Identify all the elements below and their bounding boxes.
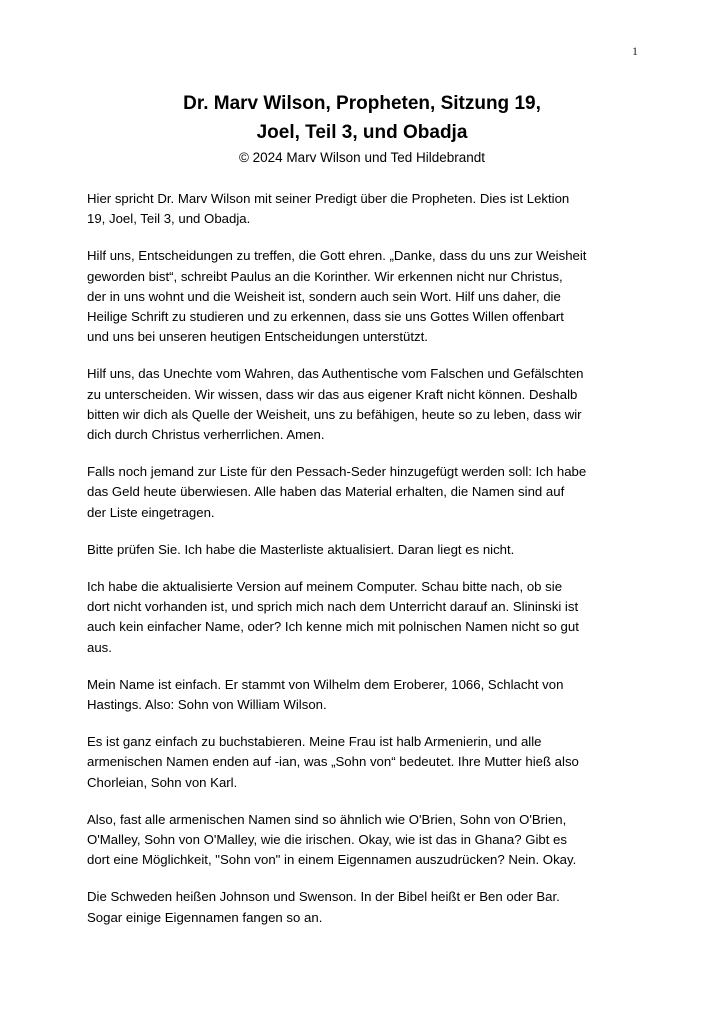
paragraph (87, 246, 647, 347)
title-line-1: Dr. Marv Wilson, Propheten, Sitzung 19, (183, 93, 541, 114)
page-number: 1 (632, 44, 638, 58)
paragraph-line: O'Malley, Sohn von O'Malley, wie die irischen. Okay, wie ist das in Ghana? Gibt es (87, 832, 567, 848)
paragraph-line: 19, Joel, Teil 3, und Obadja. (87, 211, 251, 227)
paragraph (87, 189, 647, 229)
paragraph (87, 540, 647, 560)
paragraph-line: Heilige Schrift zu studieren und zu erkennen, dass sie uns Gottes Willen offenbart (87, 309, 564, 325)
paragraph-line: Ich habe die aktualisierte Version auf meinem Computer. Schau bitte nach, ob sie (87, 579, 563, 595)
paragraph-line: Mein Name ist einfach. Er stammt von Wilhelm dem Eroberer, 1066, Schlacht von (87, 676, 564, 692)
paragraph-line: Hier spricht Dr. Marv Wilson mit seiner Predigt über die Propheten. Dies ist Lektion (87, 191, 570, 206)
paragraph-line: zu unterscheiden. Wir wissen, dass wir das aus eigener Kraft nicht können. Deshalb (87, 386, 578, 402)
paragraph-line: Chorleian, Sohn von Karl. (87, 774, 238, 790)
paragraph-line: bitten wir dich als Quelle der Weisheit, uns zu befähigen, heute so zu leben, dass wir (87, 406, 582, 422)
paragraph (87, 675, 647, 715)
paragraph-line: Hilf uns, das Unechte vom Wahren, das Authentische vom Falschen und Gefälschten (87, 366, 584, 382)
paragraph (87, 364, 647, 445)
paragraph-line: der Liste eingetragen. (87, 504, 215, 520)
paragraph-line: dort eine Möglichkeit, "Sohn von" in einem Eigennamen auszudrücken? Nein. Okay. (87, 852, 577, 868)
paragraph-line: Hilf uns, Entscheidungen zu treffen, die Gott ehren. „Danke, dass du uns zur Weisheit (87, 248, 587, 264)
paragraph-line: dich durch Christus verherrlichen. Amen. (87, 427, 325, 443)
copyright-notice: © 2024 Marv Wilson und Ted Hildebrandt (238, 150, 486, 165)
paragraph (87, 462, 647, 523)
paragraph-line: Bitte prüfen Sie. Ich habe die Masterliste aktualisiert. Daran liegt es nicht. (87, 541, 515, 557)
paragraph-line: Die Schweden heißen Johnson und Swenson. In der Bibel heißt er Ben oder Bar. (87, 889, 560, 905)
title-line-2: Joel, Teil 3, und Obadja (256, 122, 468, 143)
paragraph-line: geworden bist“, schreibt Paulus an die Korinther. Wir erkennen nicht nur Christus, (87, 268, 563, 284)
paragraph-line: Also, fast alle armenischen Namen sind so ähnlich wie O'Brien, Sohn von O'Brien, (87, 811, 567, 827)
paragraph (87, 577, 647, 658)
paragraph-line: Es ist ganz einfach zu buchstabieren. Meine Frau ist halb Armenierin, und alle (87, 734, 542, 750)
paragraph-line: armenischen Namen enden auf -ian, was „Sohn von“ bedeutet. Ihre Mutter hieß also (87, 754, 579, 770)
paragraph (87, 732, 647, 793)
paragraph-line: Sogar einige Eigennamen fangen so an. (87, 909, 323, 925)
paragraph-line: aus. (87, 639, 112, 655)
paragraph (87, 810, 647, 871)
paragraph-line: auch kein einfacher Name, oder? Ich kenne mich mit polnischen Namen nicht so gut (87, 619, 579, 635)
paragraph-line: der in uns wohnt und die Weisheit ist, sondern auch sein Wort. Hilf uns daher, die (87, 288, 561, 304)
document-title (0, 89, 724, 147)
paragraph-line: Falls noch jemand zur Liste für den Pessach-Seder hinzugefügt werden soll: Ich habe (87, 464, 587, 480)
paragraph-line: und uns bei unseren heutigen Entscheidungen unterstützt. (87, 329, 428, 345)
paragraph-line: dort nicht vorhanden ist, und sprich mich nach dem Unterricht darauf an. Slininski ist (87, 599, 579, 615)
paragraph (87, 887, 647, 927)
document-body (87, 189, 647, 945)
paragraph-line: das Geld heute überwiesen. Alle haben das Material erhalten, die Namen sind auf (87, 484, 565, 500)
paragraph-line: Hastings. Also: Sohn von William Wilson. (87, 697, 327, 713)
